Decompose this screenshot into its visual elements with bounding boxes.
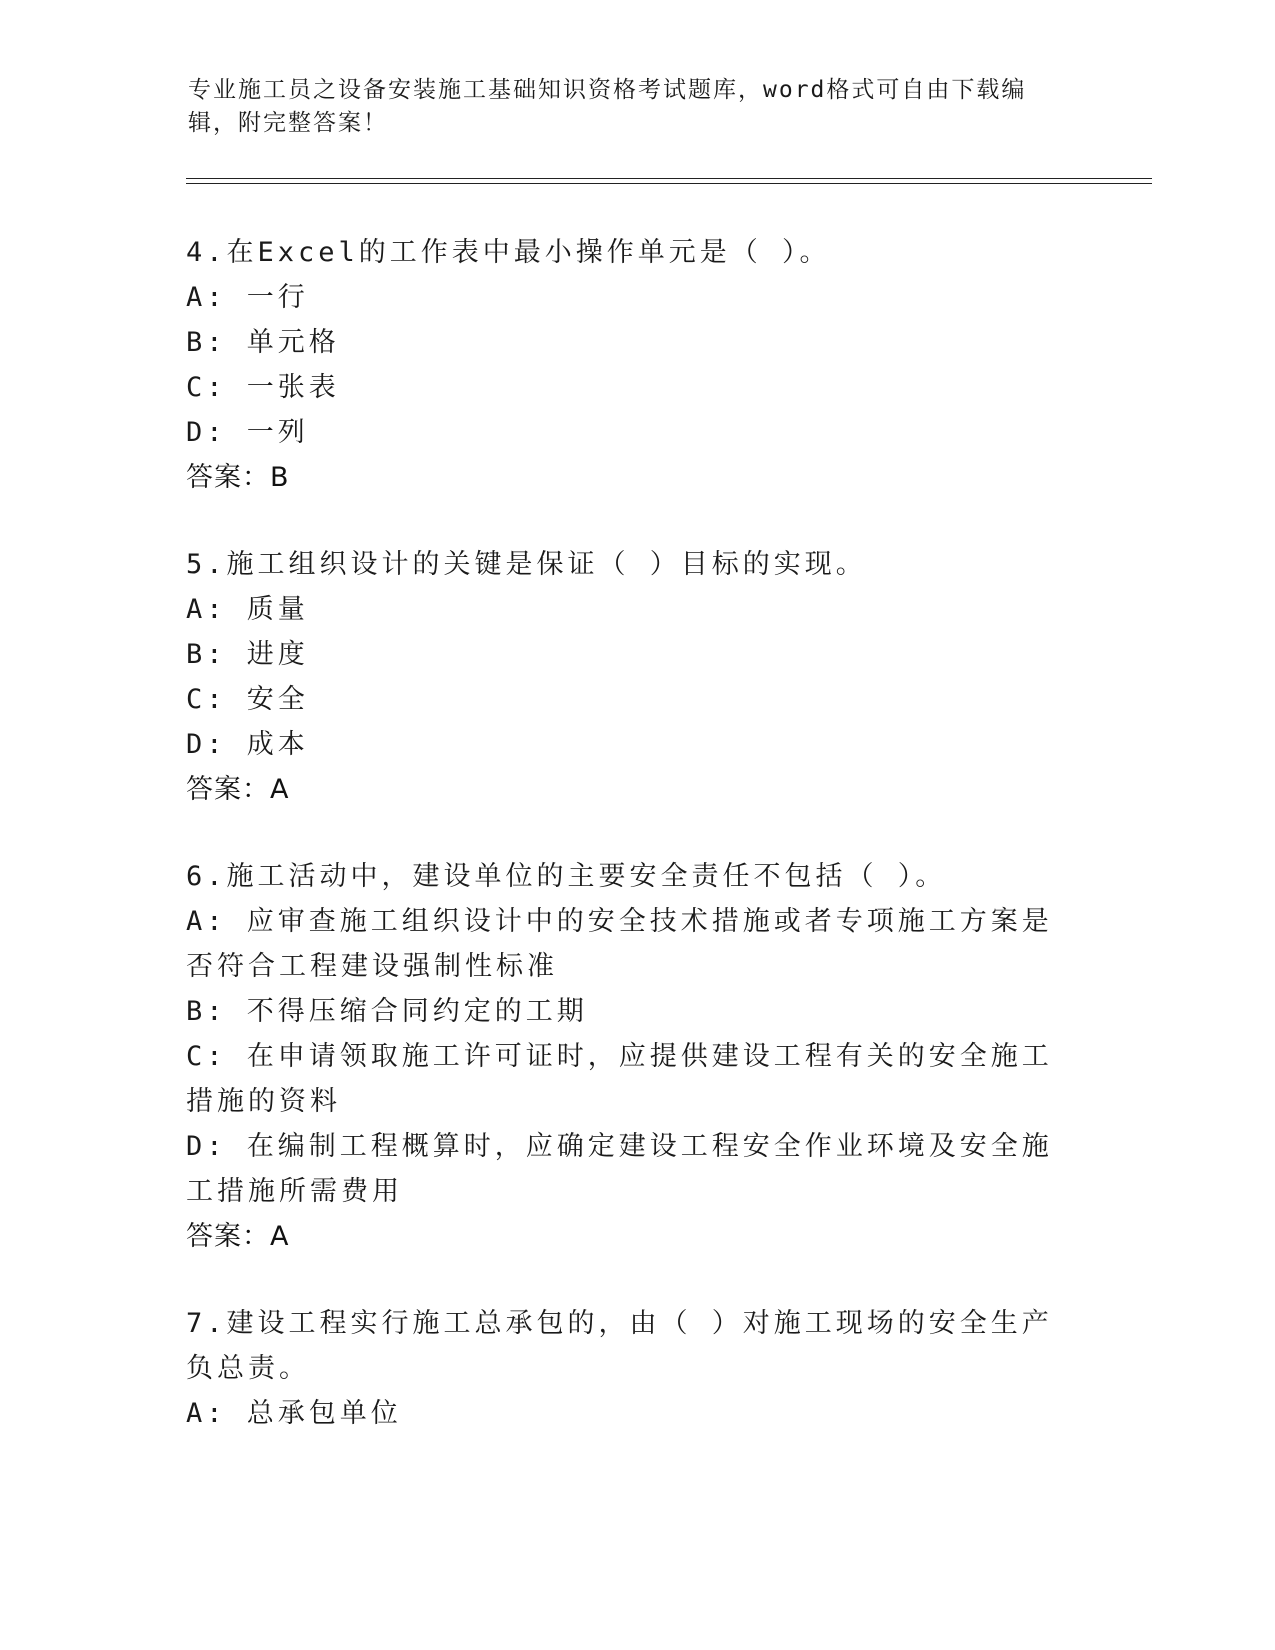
option-d: D: 成本: [186, 729, 309, 760]
option-a: A: 总承包单位: [186, 1398, 402, 1429]
answer-label: 答案：A: [186, 774, 290, 805]
answer-label: 答案：A: [186, 1221, 290, 1252]
question-item: [186, 1301, 1076, 1436]
option-a: A: 应审查施工组织设计中的安全技术措施或者专项施工方案是否符合工程建设强制性标准: [186, 906, 1053, 982]
option-b: B: 单元格: [186, 327, 340, 358]
header-divider-bottom: [186, 183, 1152, 184]
header-divider-top: [186, 178, 1152, 179]
question-list: [186, 230, 1076, 1478]
option-b: B: 不得压缩合同约定的工期: [186, 996, 588, 1027]
option-c: C: 在申请领取施工许可证时，应提供建设工程有关的安全施工措施的资料: [186, 1041, 1053, 1117]
option-a: A: 一行: [186, 282, 309, 313]
question-stem: 6.施工活动中，建设单位的主要安全责任不包括（ ）。: [186, 861, 947, 892]
question-stem: 4.在Excel的工作表中最小操作单元是（ ）。: [186, 237, 831, 268]
option-a: A: 质量: [186, 594, 309, 625]
document-header: 专业施工员之设备安装施工基础知识资格考试题库，word格式可自由下载编辑，附完整答案！: [188, 77, 1027, 136]
question-stem: 5.施工组织设计的关键是保证（ ）目标的实现。: [186, 549, 867, 580]
option-c: C: 安全: [186, 684, 309, 715]
question-stem: 7.建设工程实行施工总承包的，由（ ）对施工现场的安全生产负总责。: [186, 1308, 1053, 1384]
question-item: [186, 542, 1076, 812]
option-d: D: 在编制工程概算时，应确定建设工程安全作业环境及安全施工措施所需费用: [186, 1131, 1053, 1207]
option-d: D: 一列: [186, 417, 309, 448]
question-item: [186, 230, 1076, 500]
option-b: B: 进度: [186, 639, 309, 670]
question-item: [186, 854, 1076, 1259]
answer-label: 答案：B: [186, 462, 290, 493]
option-c: C: 一张表: [186, 372, 340, 403]
